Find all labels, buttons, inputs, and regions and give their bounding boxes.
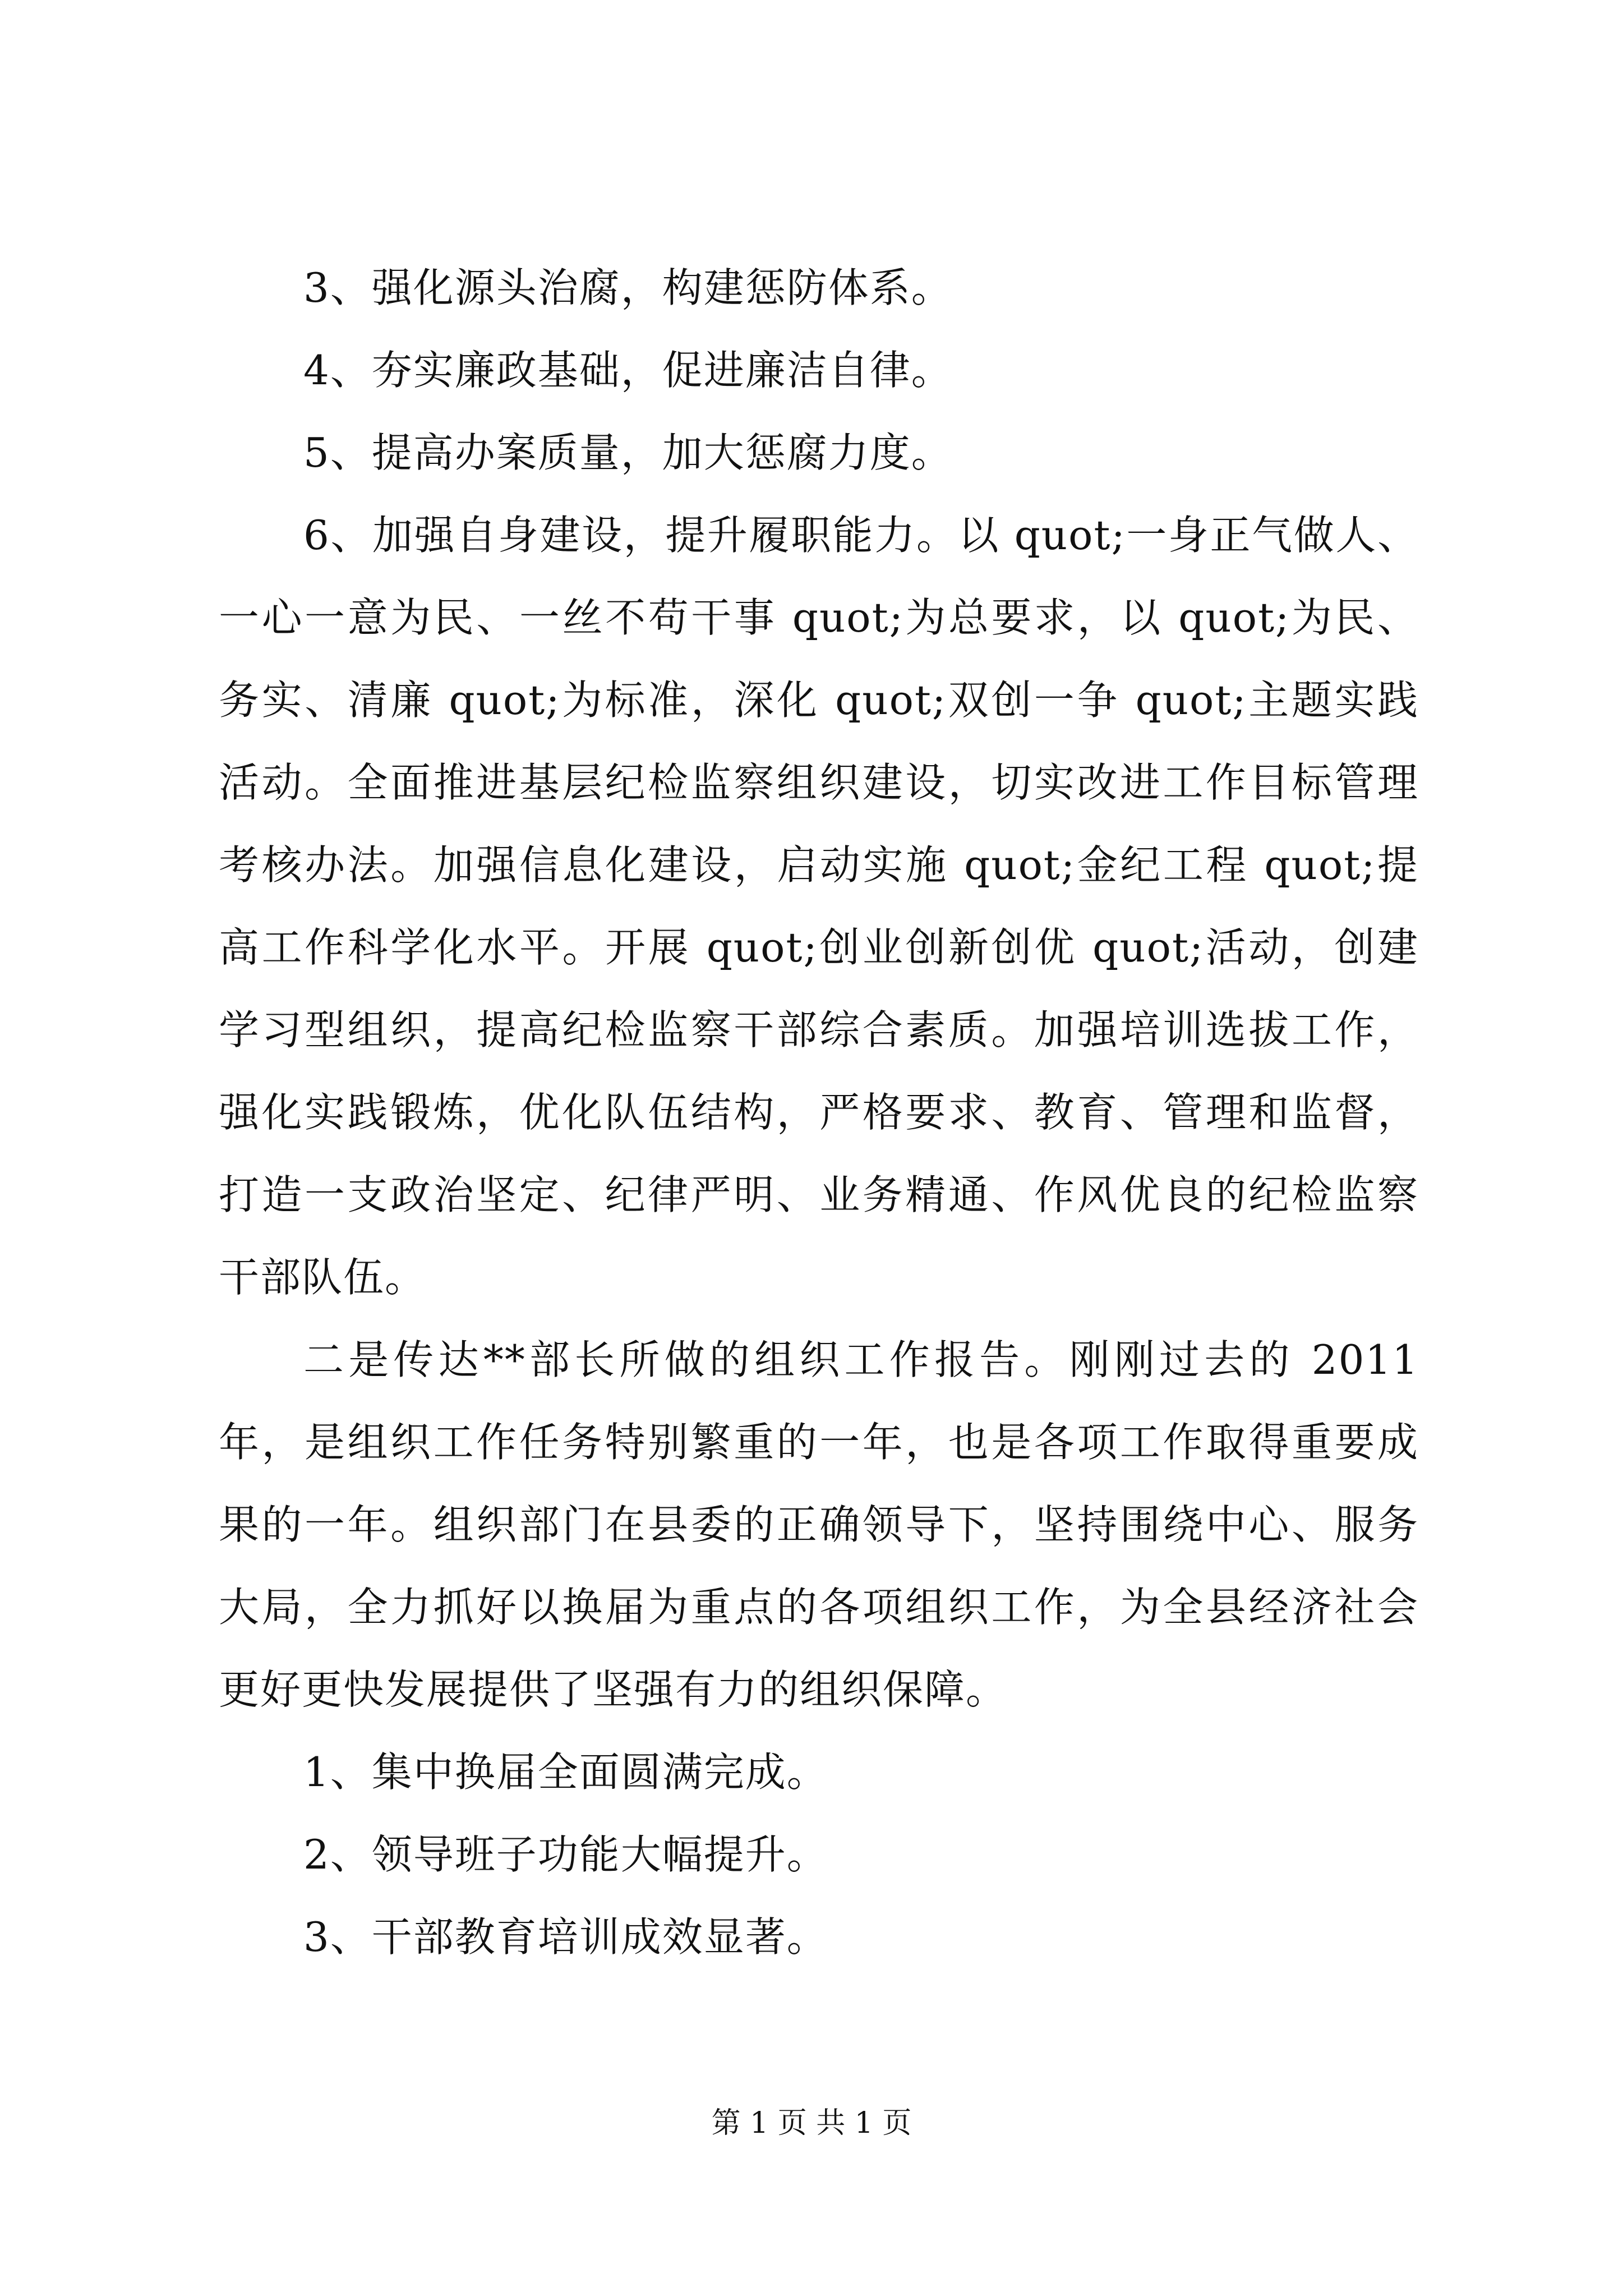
paragraph-item-1: 1、集中换届全面圆满完成。	[303, 1749, 828, 1796]
paragraph-item-5: 5、提高办案质量，加大惩腐力度。	[303, 429, 953, 476]
paragraph-item-2: 2、领导班子功能大幅提升。	[303, 1831, 828, 1878]
paragraph-item-3: 3、强化源头治腐，构建惩防体系。	[303, 264, 953, 311]
page-footer: 第 1 页 共 1 页	[711, 2106, 912, 2140]
document-body	[219, 247, 1419, 1978]
paragraph-item-4: 4、夯实廉政基础，促进廉洁自律。	[303, 347, 953, 394]
paragraph-item-3-training: 3、干部教育培训成效显著。	[303, 1913, 828, 1961]
paragraph-item-6: 6、加强自身建设，提升履职能力。以 quot;一身正气做人、一心一意为民、一丝不苟干事 quot;为总要求，以 quot;为民、务实、清廉 quot;为标准，深化 quot;双创一争 quot;主题实践活动。全面推进基层纪检监察组织建设，切实改进工作目标管理考核办法。加强信息化建设，启动实施 quot;金纪工程 quot;提高工作科学化水平。开展 quot;创业创新创优 quot;活动，创建学习型组织，提高纪检监察干部综合素质。加强培训选拔工作，强化实践锻炼，优化队伍结构，严格要求、教育、管理和监督，打造一支政治坚定、纪律严明、业务精通、作风优良的纪检监察干部队伍。	[219, 512, 1419, 1301]
paragraph-organization-report: 二是传达**部长所做的组织工作报告。刚刚过去的 2011 年，是组织工作任务特别繁重的一年，也是各项工作取得重要成果的一年。组织部门在县委的正确领导下，坚持围绕中心、服务大局，全力抓好以换届为重点的各项组织工作，为全县经济社会更好更快发展提供了坚强有力的组织保障。	[219, 1336, 1419, 1713]
